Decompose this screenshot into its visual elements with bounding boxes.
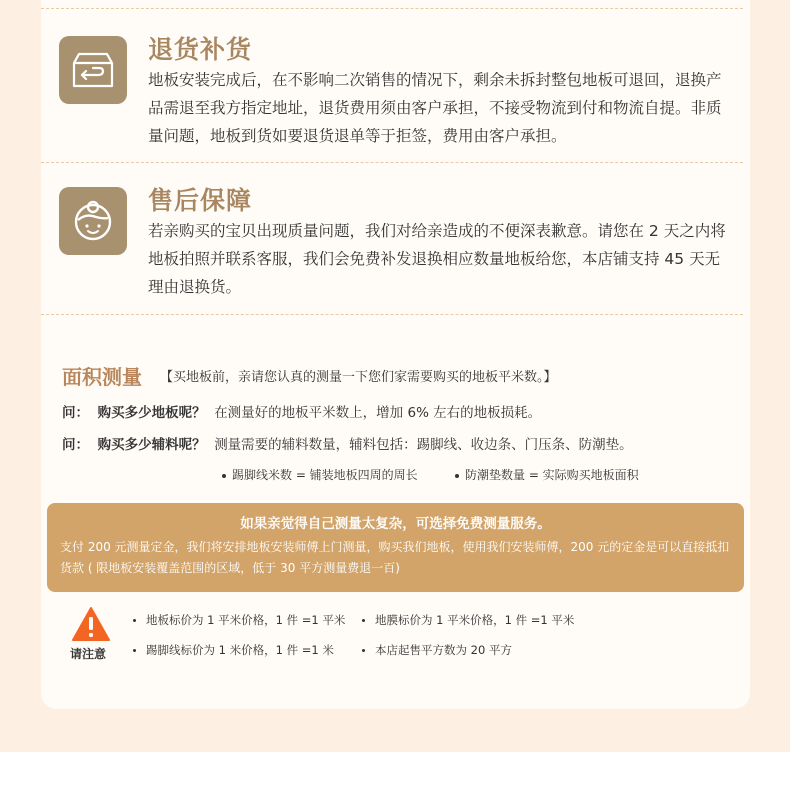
bullet-icon [455, 474, 459, 478]
qa-label: 问： [62, 405, 89, 421]
area-title: 面积测量 [62, 365, 142, 389]
section-title-aftersales: 售后保障 [148, 186, 253, 215]
notice-item [362, 612, 574, 628]
qa-floor [62, 401, 541, 421]
area-subtitle: 【买地板前，亲请您认真的测量一下您们家需要购买的地板平米数。】 [160, 370, 557, 385]
divider [41, 8, 743, 9]
warning-icon [71, 606, 111, 646]
notice-label: 请注意 [70, 647, 107, 661]
formula-underlay [455, 466, 639, 483]
divider [41, 314, 743, 315]
bullet-icon [133, 619, 136, 622]
notice-item [133, 642, 334, 658]
qa-answer: 在测量好的地板平米数上，增加 6% 左右的地板损耗。 [214, 405, 542, 421]
return-box-icon [59, 36, 127, 104]
qa-answer: 测量需要的辅料数量，辅料包括：踢脚线、收边条、门压条、防潮垫。 [214, 437, 633, 453]
notice-text: 地膜标价为 1 平米价格，1 件 =1 平米 [375, 613, 575, 627]
formula-skirting [222, 466, 418, 483]
qa-question: 购买多少地板呢？ [97, 405, 206, 421]
banner-text: 支付 200 元测量定金，我们将安排地板安装师傅上门测量，购买我们地板，使用我们安装师傅，200 元的定金是可以直接抵扣货款 ( 限地板安装覆盖范围的区域，低于 30 平方测量费退一百) [60, 540, 730, 575]
formula-text: 防潮垫数量 = 实际购买地板面积 [465, 468, 639, 482]
section-body-aftersales: 若亲购买的宝贝出现质量问题，我们对给亲造成的不便深表歉意。请您在 2 天之内将地板拍照并联系客服，我们会免费补发退换相应数量地板给您，本店铺支持 45 天无理由退换货。 [148, 222, 726, 296]
notice-text: 地板标价为 1 平米价格，1 件 =1 平米 [146, 613, 346, 627]
notice-item [362, 642, 512, 658]
bullet-icon [222, 474, 226, 478]
bullet-icon [362, 649, 365, 652]
bullet-icon [362, 619, 365, 622]
formula-text: 踢脚线米数 = 铺装地板四周的周长 [232, 468, 418, 482]
qa-label: 问： [62, 437, 89, 453]
customer-service-icon [59, 187, 127, 255]
notice-text: 踢脚线标价为 1 米价格，1 件 =1 米 [146, 643, 334, 657]
divider [41, 162, 743, 163]
section-title-returns: 退货补货 [148, 35, 253, 64]
qa-question: 购买多少辅料呢？ [97, 437, 206, 453]
notice-item [133, 612, 345, 628]
free-measure-banner [47, 503, 744, 592]
notice-text: 本店起售平方数为 20 平方 [375, 643, 512, 657]
banner-heading: 如果亲觉得自己测量太复杂，可选择免费测量服务。 [240, 516, 551, 532]
section-body-returns: 地板安装完成后，在不影响二次销售的情况下，剩余未拆封整包地板可退回，退换产品需退至我方指定地址，退货费用须由客户承担，不接受物流到付和物流自提。非质量问题，地板到货如要退货退单等于拒签，费用由客户承担。 [148, 71, 722, 145]
bullet-icon [133, 649, 136, 652]
qa-accessories [62, 433, 633, 453]
